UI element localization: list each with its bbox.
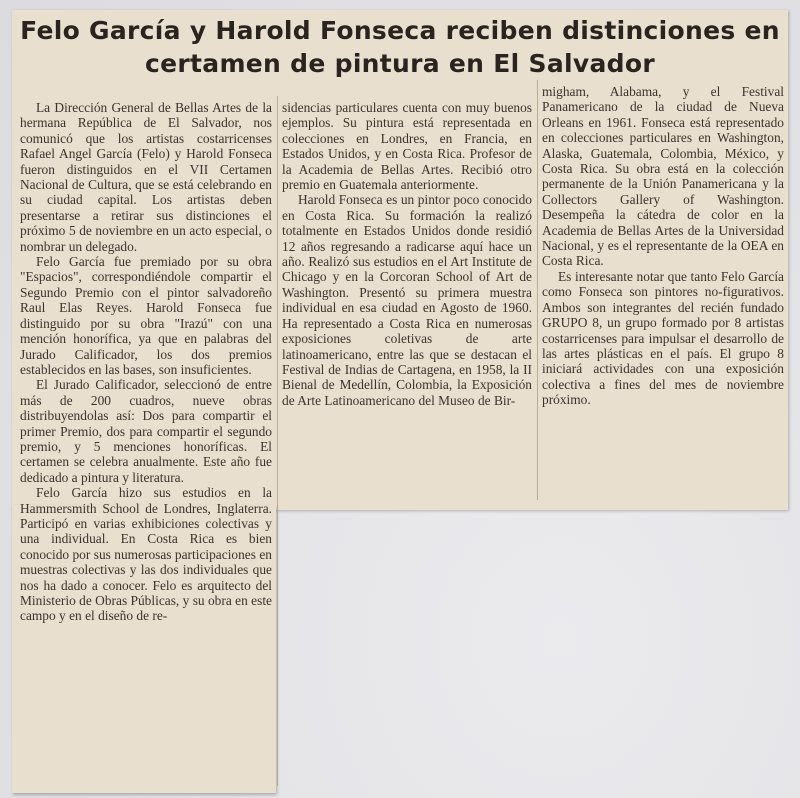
column-rule-2 [537,80,538,500]
paragraph: sidencias particulares cuenta con muy buenos ejemplos. Su pintura está representada en colecciones en Londres, en Francia, en Estados Unidos, y en Costa Rica. Profesor de la Academia de Bellas Artes. Recibió otro premio en Guatemala anteriormente. [282,100,532,193]
headline: Felo García y Harold Fonseca reciben distinciones en certamen de pintura en El Salvador [20,16,780,78]
paragraph: Felo García fue premiado por su obra "Espacios", correspondiéndole compartir el Segundo Premio con el pintor salvadoreño Raul Elas Reyes. Harold Fonseca fue distinguido por su obra "Irazú" con una mención honorífica, ya que en palabras del Jurado Calificador, los dos premios establecidos en las bases, son insuficientes. [20,254,272,377]
paragraph: migham, Alabama, y el Festival Panamericano de la ciudad de Nueva Orleans en 1961. Fonseca está representado en colecciones particulares en Washington, Alaska, Guatemala, Colombia, México, y Costa Rica. Su obra está en la colección permanente de la Unión Panamericana y la Collectors Gallery of Washington. Desempeña la cátedra de color en la Academia de Bellas Artes de la Universidad Nacional, y es el representante de la OEA en Costa Rica. [542,84,784,269]
paragraph: Harold Fonseca es un pintor poco conocido en Costa Rica. Su formación la realizó totalmente en Estados Unidos donde residió 12 años regresando a radicarse aquí hace un año. Realizó sus estudios en el Art Institute de Chicago y en la Corcoran School of Art de Washington. Presentó su primera muestra individual en esa ciudad en Agosto de 1960. Ha representado a Costa Rica en numerosas exposiciones coletivas de arte latinoamericano, entre las que se destacan el Festival de Indias de Cartagena, en 1958, la II Bienal de Medellín, Colombia, la Exposición de Arte Latinoamericano del Museo de Bir- [282,192,532,408]
column-3 [542,84,784,408]
paragraph: El Jurado Calificador, seleccionó de entre más de 200 cuadros, nueve obras distribuyendolas así: Dos para compartir el primer Premio, dos para compartir el segundo premio, y 5 menciones honoríficas. El certamen se celebra anualmente. Este año fue dedicado a pintura y literatura. [20,377,272,485]
paragraph: Felo García hizo sus estudios en la Hammersmith School de Londres, Inglaterra. Participó en varias exhibiciones colectivas y una individual. En Costa Rica es bien conocido por sus numerosas participaciones en muestras colectivas y las dos individuales que nos ha dado a conocer. Felo es arquitecto del Ministerio de Obras Públicas, y su obra en este campo y en el diseño de re- [20,485,272,624]
column-rule-1 [277,96,278,786]
column-1 [20,100,272,624]
column-2 [282,100,532,408]
paragraph: La Dirección General de Bellas Artes de la hermana República de El Salvador, nos comunicó que los artistas costarricenses Rafael Angel García (Felo) y Harold Fonseca fueron distinguidos en el VII Certamen Nacional de Cultura, que se está celebrando en su ciudad capital. Los artistas deben presentarse a retirar sus distinciones el próximo 5 de noviembre en un acto especial, o nombrar un delegado. [20,100,272,254]
paragraph: Es interesante notar que tanto Felo García como Fonseca son pintores no-figurativos. Ambos son integrantes del recién fundado GRUPO 8, un grupo formado por 8 artistas costarricenses para impulsar el desarrollo de las artes plásticas en el país. El grupo 8 iniciará actividades con una exposición colectiva a fines del mes de noviembre próximo. [542,268,784,408]
